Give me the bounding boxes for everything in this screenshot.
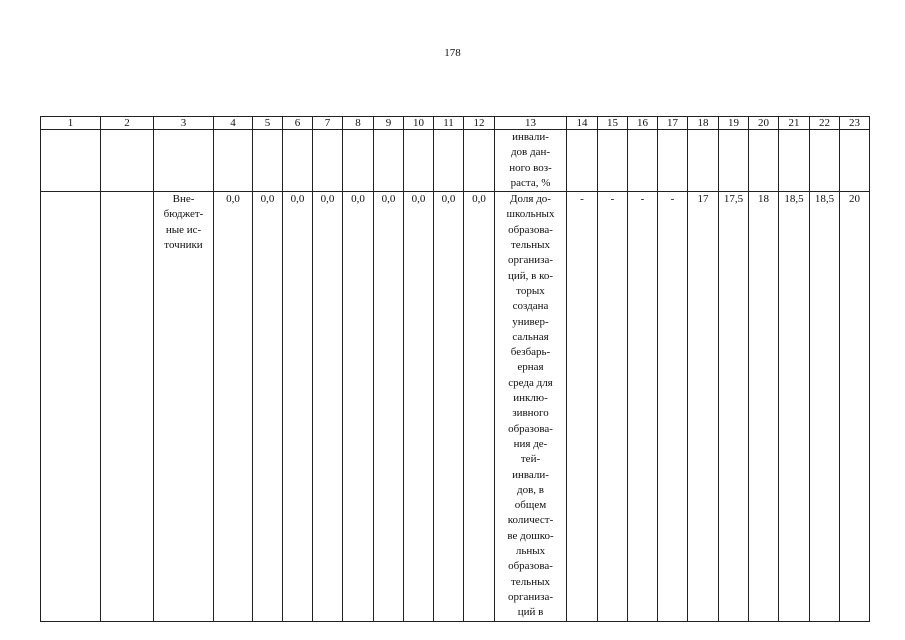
page-number: 178 <box>444 47 461 59</box>
table-cell <box>598 192 628 621</box>
column-number: 10 <box>404 117 434 130</box>
table-cell <box>719 130 749 192</box>
table-cell <box>495 192 567 621</box>
header-row <box>41 117 870 130</box>
cell-text: 0,0 <box>351 193 365 206</box>
table-cell <box>598 130 628 192</box>
table-cell <box>719 192 749 621</box>
cell-text: 0,0 <box>472 193 486 206</box>
table-cell <box>434 192 464 621</box>
column-number: 18 <box>688 117 719 130</box>
table-cell <box>253 130 283 192</box>
cell-text: - <box>670 193 675 206</box>
cell-text: инвали- дов дан- ного воз- раста, % <box>509 131 552 189</box>
data-table <box>40 116 870 622</box>
column-number: 15 <box>598 117 628 130</box>
cell-text: 0,0 <box>260 193 275 206</box>
cell-text: - <box>580 193 584 206</box>
table-cell <box>840 130 870 192</box>
cell-text: 18,5 <box>814 193 835 206</box>
table-cell <box>567 130 598 192</box>
cell-text: 0,0 <box>290 193 305 206</box>
table-cell <box>283 130 313 192</box>
table-cell <box>313 130 343 192</box>
column-number: 3 <box>154 117 214 130</box>
table-cell <box>688 192 719 621</box>
table-cell <box>464 192 495 621</box>
column-number: 7 <box>313 117 343 130</box>
table-cell <box>810 192 840 621</box>
cell-text: 18 <box>758 193 769 206</box>
table-cell <box>567 192 598 621</box>
column-number: 20 <box>749 117 779 130</box>
table-cell <box>283 192 313 621</box>
column-number: 17 <box>658 117 688 130</box>
column-number: 11 <box>434 117 464 130</box>
table-cell <box>41 130 101 192</box>
cell-text: Доля до- школьных образова- тельных организа- ций, в ко- торых создана универ- сальная безбарь- ерная среда для инклю- зивного образова- ния де- тей- инвали- дов, в общем количест- ве дошко- льных образова- тельных организа- ций в <box>506 193 555 619</box>
table-cell <box>840 192 870 621</box>
table-cell <box>214 130 253 192</box>
table-cell <box>343 130 374 192</box>
table-cell <box>779 192 810 621</box>
cell-text: - <box>610 193 615 206</box>
cell-text: 17,5 <box>723 193 744 206</box>
cell-text: 17 <box>697 193 709 206</box>
table-cell <box>374 130 404 192</box>
table-cell <box>154 130 214 192</box>
table-cell <box>658 192 688 621</box>
table-cell <box>41 192 101 621</box>
column-number: 23 <box>840 117 870 130</box>
table-cell <box>404 192 434 621</box>
table-row <box>41 130 870 192</box>
column-number: 16 <box>628 117 658 130</box>
column-number: 4 <box>214 117 253 130</box>
column-number: 2 <box>101 117 154 130</box>
table-cell <box>688 130 719 192</box>
table-cell <box>658 130 688 192</box>
table-cell <box>810 130 840 192</box>
table-cell <box>404 130 434 192</box>
column-number: 6 <box>283 117 313 130</box>
column-number: 8 <box>343 117 374 130</box>
column-number: 1 <box>41 117 101 130</box>
column-number: 13 <box>495 117 567 130</box>
cell-text: 0,0 <box>381 193 396 206</box>
table-cell <box>495 130 567 192</box>
column-number: 12 <box>464 117 495 130</box>
column-number: 19 <box>719 117 749 130</box>
column-number: 9 <box>374 117 404 130</box>
table-cell <box>154 192 214 621</box>
table-cell <box>343 192 374 621</box>
cell-text: 20 <box>849 193 860 206</box>
table-cell <box>628 130 658 192</box>
table-cell <box>214 192 253 621</box>
cell-text: 0,0 <box>411 193 426 206</box>
cell-text: 0,0 <box>320 193 335 206</box>
table-cell <box>749 130 779 192</box>
table-cell <box>628 192 658 621</box>
cell-text: 0,0 <box>226 193 240 206</box>
table-cell <box>464 130 495 192</box>
table-cell <box>313 192 343 621</box>
column-number: 14 <box>567 117 598 130</box>
table-cell <box>101 130 154 192</box>
table-row <box>41 192 870 621</box>
table-cell <box>101 192 154 621</box>
column-number: 22 <box>810 117 840 130</box>
cell-text: 0,0 <box>441 193 456 206</box>
cell-text: - <box>640 193 645 206</box>
table-cell <box>253 192 283 621</box>
column-number: 5 <box>253 117 283 130</box>
cell-text: 18,5 <box>784 193 804 206</box>
table-cell <box>434 130 464 192</box>
table-cell <box>374 192 404 621</box>
table-cell <box>779 130 810 192</box>
table-cell <box>749 192 779 621</box>
column-number: 21 <box>779 117 810 130</box>
cell-text: Вне- бюджет- ные ис- точники <box>163 193 204 252</box>
